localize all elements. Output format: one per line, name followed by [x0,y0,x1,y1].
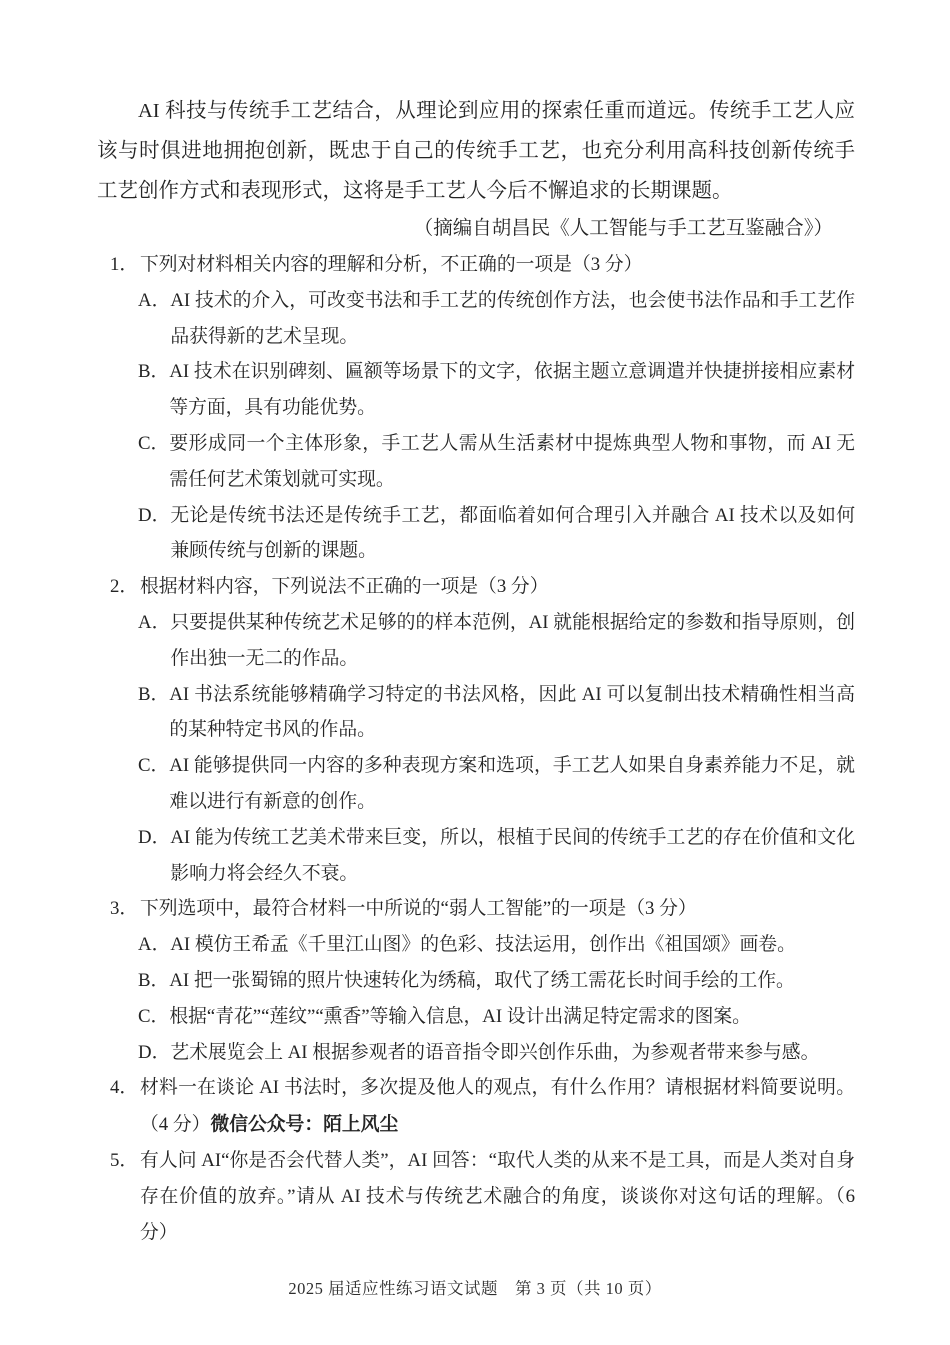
question-text: 有人问 AI“你是否会代替人类”，AI 回答：“取代人类的从来不是工具，而是人类对自身存在价值的放弃。”请从 AI 技术与传统艺术融合的角度，谈谈你对这句话的理解。（6 分） [140,1149,855,1243]
option-row-d [138,498,855,570]
option-label: A． [138,934,171,956]
option-label: B． [138,683,170,705]
option-label: B． [138,969,170,991]
option-row-a [138,283,855,355]
option-text: AI 能够提供同一内容的多种表现方案和选项，手工艺人如果自身素养能力不足，就难以进行有新意的创作。 [169,755,855,812]
option-text: 艺术展览会上 AI 根据参观者的语音指令即兴创作乐曲，为参观者带来参与感。 [170,1041,820,1063]
option-text: 无论是传统书法还是传统手工艺，都面临着如何合理引入并融合 AI 技术以及如何兼顾传统与创新的课题。 [170,504,855,562]
option-label: D． [138,504,171,526]
questions-section [110,247,855,1250]
page-footer [0,1276,950,1302]
question-number: 3． [110,898,139,920]
option-text: AI 技术在识别碑刻、匾额等场景下的文字，依据主题立意调遣并快捷拼接相应素材等方面，具有功能优势。 [169,361,855,419]
question-text: 下列选项中，最符合材料一中所说的“弱人工智能”的一项是（3 分） [140,898,697,920]
option-text: AI 能为传统工艺美术带来巨变，所以，根植于民间的传统手工艺的存在价值和文化影响力将会经久不衰。 [170,826,855,884]
option-label: D． [138,1041,171,1063]
question-1 [110,247,855,569]
option-row-c [138,999,855,1035]
option-label: C． [138,755,170,777]
question-2 [110,569,855,891]
option-text: 只要提供某种传统艺术足够的的样本范例，AI 就能根据给定的参数和指导原则，创作出独一无二的作品。 [170,611,855,669]
question-text-main: 材料一在谈论 AI 书法时，多次提及他人的观点，有什么作用？请根据材料简要说明。（4 分） [140,1077,855,1136]
question-number: 4． [110,1077,139,1099]
option-row-b [138,963,855,999]
option-label: B． [138,361,170,383]
question-number: 2． [110,576,139,598]
option-row-b [138,677,855,749]
question-text: 根据材料内容，下列说法不正确的一项是（3 分） [140,576,549,598]
option-row-d [138,820,855,892]
option-row-b [138,354,855,426]
option-row-a [138,927,855,963]
option-row-d [138,1035,855,1071]
question-3 [110,891,855,1070]
option-text: AI 把一张蜀锦的照片快速转化为绣稿，取代了绣工需花长时间手绘的工作。 [169,969,795,991]
footer-text: 2025 届适应性练习语文试题 第 3 页（共 10 页） [288,1279,662,1298]
watermark-text: 微信公众号：陌上风尘 [210,1113,399,1135]
option-text: AI 书法系统能够精确学习特定的书法风格，因此 AI 可以复制出技术精确性相当高的某种特定书风的作品。 [169,683,855,741]
option-label: A． [138,289,171,311]
option-row-a [138,605,855,677]
option-row-c [138,748,855,820]
option-text: 要形成同一个主体形象，手工艺人需从生活素材中提炼典型人物和事物，而 AI 无需任何艺术策划就可实现。 [169,432,855,490]
option-text: 根据“青花”“莲纹”“熏香”等输入信息，AI 设计出满足特定需求的图案。 [169,1005,751,1027]
question-number: 5． [110,1149,139,1171]
question-5 [110,1143,855,1250]
intro-paragraph: AI 科技与传统手工艺结合，从理论到应用的探索任重而道远。传统手工艺人应该与时俱进地拥抱创新，既忠于自己的传统手工艺，也充分利用高科技创新传统手工艺创作方式和表现形式，这将是手工艺人今后不懈追求的长期课题。 [97,100,855,202]
option-text: AI 技术的介入，可改变书法和手工艺的传统创作方法，也会使书法作品和手工艺作品获得新的艺术呈现。 [170,289,855,347]
source-attribution: （摘编自胡昌民《人工智能与手工艺互鉴融合》） [413,218,833,239]
option-row-c [138,426,855,498]
option-text: AI 模仿王希孟《千里江山图》的色彩、技法运用，创作出《祖国颂》画卷。 [170,934,796,956]
question-4 [110,1070,855,1143]
option-label: A． [138,611,171,633]
option-label: D． [138,826,171,848]
question-number: 1． [110,254,139,275]
option-label: C． [138,1005,170,1027]
question-text [140,1070,855,1143]
option-label: C． [138,432,170,454]
intro-passage [97,91,855,211]
question-text: 下列对材料相关内容的理解和分析，不正确的一项是（3 分） [140,254,643,275]
